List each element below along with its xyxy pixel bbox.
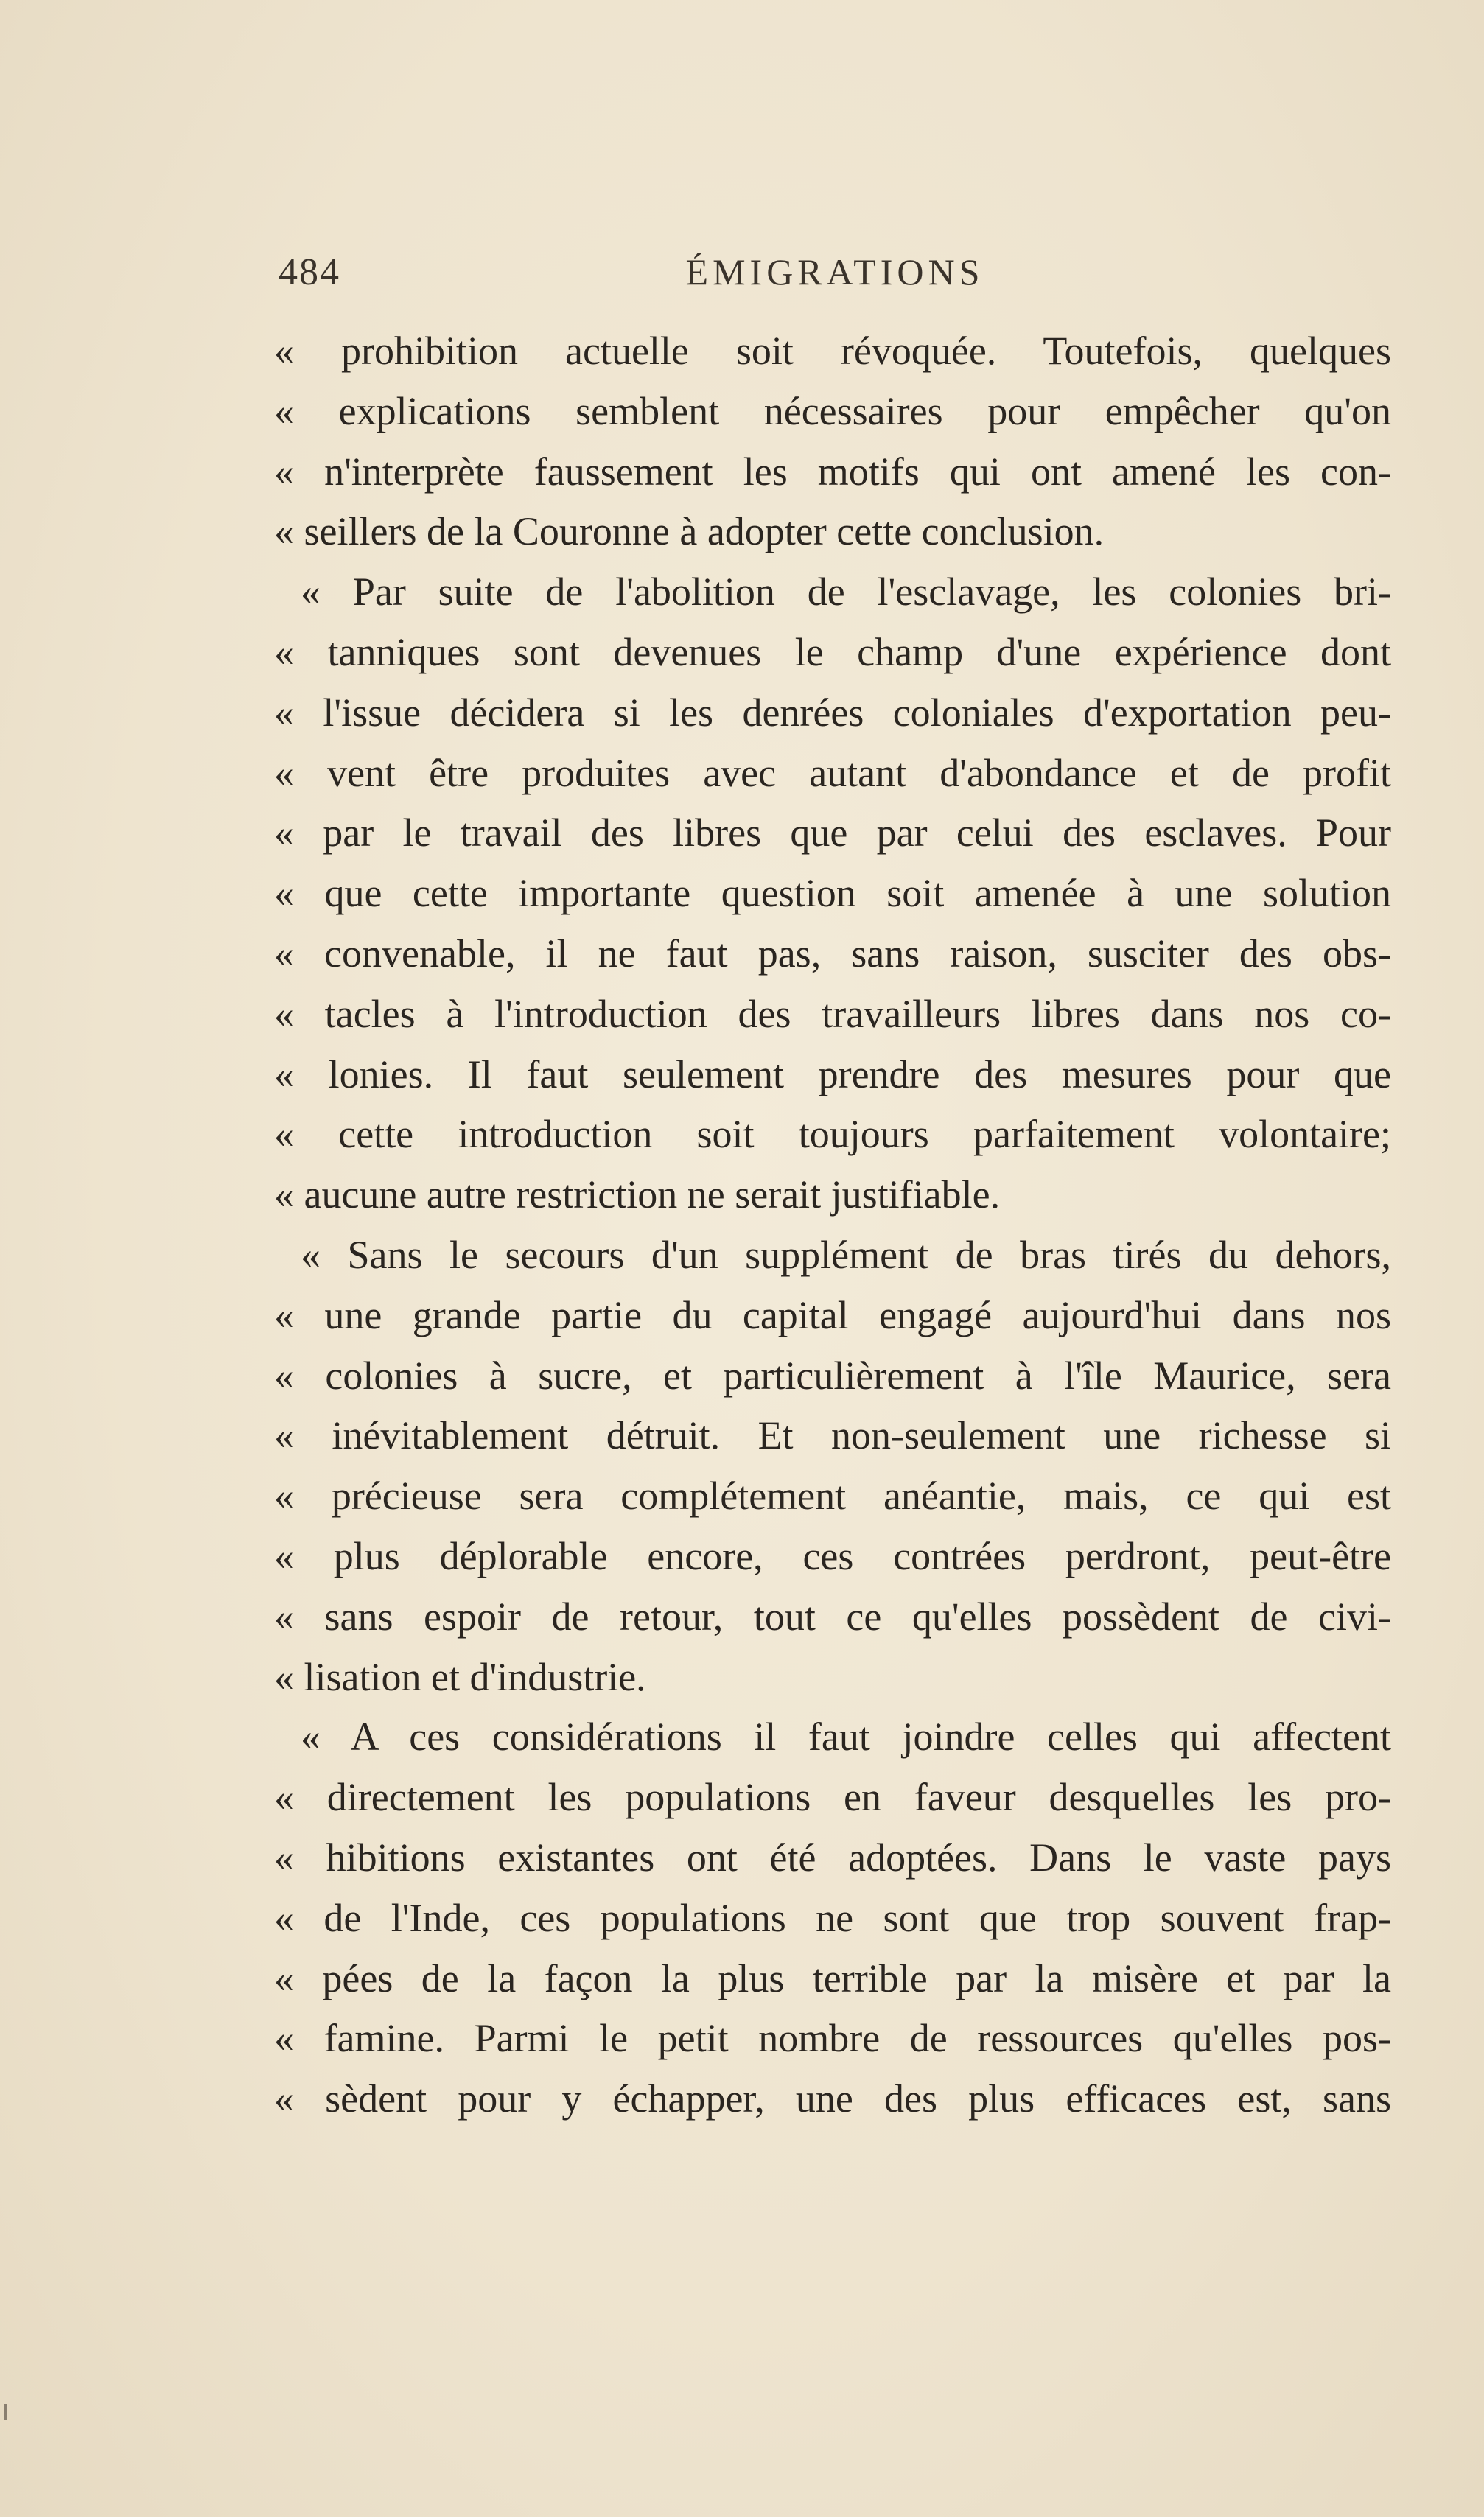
text-line: « directement les populations en faveur desquelles les pro- (274, 1775, 1391, 1820)
text-line: « colonies à sucre, et particulièrement à l'île Maurice, sera (274, 1353, 1391, 1398)
text-line: « aucune autre restriction ne serait justifiable. (274, 1172, 1001, 1217)
text-line: « Par suite de l'abolition de l'esclavage, les colonies bri- (301, 570, 1391, 615)
page-number: 484 (279, 251, 340, 293)
text-line: « sans espoir de retour, tout ce qu'elles possèdent de civi- (274, 1594, 1391, 1639)
text-line: « sèdent pour y échapper, une des plus efficaces est, sans (274, 2076, 1391, 2121)
text-line: « pées de la façon la plus terrible par la misère et par la (274, 1956, 1391, 2000)
text-line: « que cette importante question soit amenée à une solution (274, 871, 1391, 916)
text-line: « tacles à l'introduction des travailleurs libres dans nos co- (274, 991, 1391, 1036)
text-line: « par le travail des libres que par celui des esclaves. Pour (274, 811, 1391, 855)
paper-mark (4, 2404, 7, 2420)
page-header (279, 251, 1391, 309)
text-line: « inévitablement détruit. Et non-seulement une richesse si (274, 1413, 1391, 1458)
text-line: « Sans le secours d'un supplément de bras tirés du dehors, (301, 1232, 1391, 1277)
text-line: « de l'Inde, ces populations ne sont que trop souvent frap- (274, 1895, 1391, 1940)
body-text (274, 321, 1391, 2129)
text-line: « famine. Parmi le petit nombre de ressources qu'elles pos- (274, 2016, 1391, 2061)
text-line: « vent être produites avec autant d'abondance et de profit (274, 750, 1391, 795)
text-line: « prohibition actuelle soit révoquée. Toutefois, quelques (274, 329, 1391, 373)
text-line: « explications semblent nécessaires pour empêcher qu'on (274, 388, 1391, 433)
text-line: « lisation et d'industrie. (274, 1654, 646, 1699)
running-head: ÉMIGRATIONS (685, 251, 984, 293)
text-line: « plus déplorable encore, ces contrées perdront, peut-être (274, 1533, 1391, 1578)
text-line: « convenable, il ne faut pas, sans raison, susciter des obs- (274, 931, 1391, 976)
text-line: « seillers de la Couronne à adopter cette conclusion. (274, 509, 1105, 554)
text-line: « tanniques sont devenues le champ d'une expérience dont (274, 629, 1391, 674)
text-line: « l'issue décidera si les denrées coloniales d'exportation peu- (274, 690, 1391, 735)
text-line: « A ces considérations il faut joindre celles qui affectent (301, 1715, 1391, 1760)
text-line: « n'interprète faussement les motifs qui ont amené les con- (274, 449, 1391, 494)
text-line: « une grande partie du capital engagé aujourd'hui dans nos (274, 1292, 1391, 1337)
text-line: « lonies. Il faut seulement prendre des mesures pour que (274, 1051, 1391, 1096)
text-line: « cette introduction soit toujours parfaitement volontaire; (274, 1112, 1391, 1157)
text-line: « hibitions existantes ont été adoptées. Dans le vaste pays (274, 1835, 1391, 1880)
text-line: « précieuse sera complétement anéantie, mais, ce qui est (274, 1474, 1391, 1519)
